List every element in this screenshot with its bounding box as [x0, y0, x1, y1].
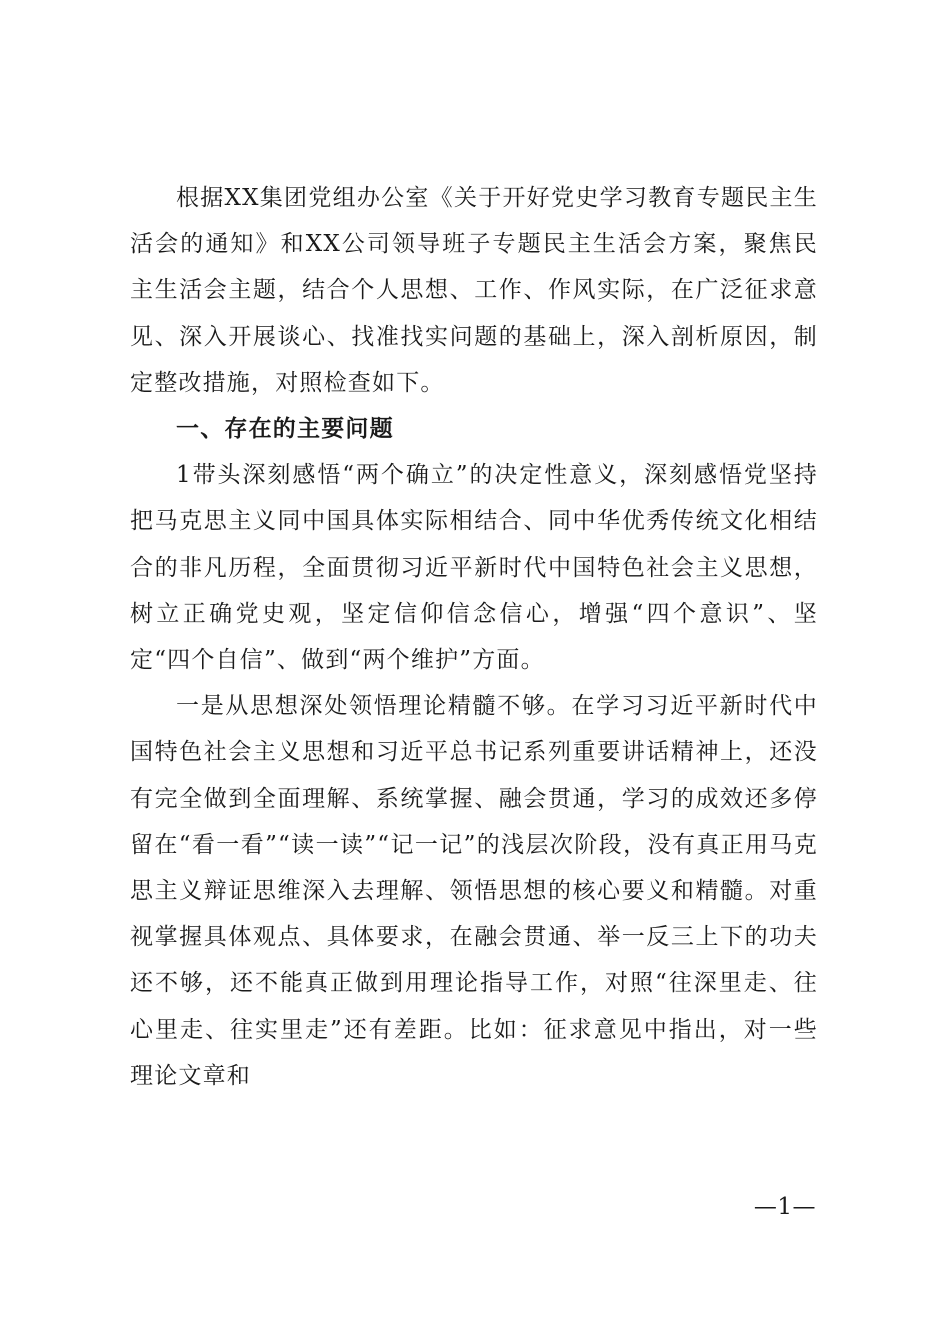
document-body: [130, 175, 818, 1099]
page-number: —1—: [753, 1194, 816, 1220]
intro-paragraph: 根据XX集团党组办公室《关于开好党史学习教育专题民主生活会的通知》和XX公司领导班子专题民主生活会方案，聚焦民主生活会主题，结合个人思想、工作、作风实际，在广泛征求意见、深入开展谈心、找准找实问题的基础上，深入剖析原因，制定整改措施，对照检查如下。: [130, 185, 818, 396]
section-heading: 一、存在的主要问题: [176, 416, 394, 443]
item-1-paragraph: 1带头深刻感悟“两个确立”的决定性意义，深刻感悟党坚持把马克思主义同中国具体实际相结合、同中华优秀传统文化相结合的非凡历程，全面贯彻习近平新时代中国特色社会主义思想，树立正确党史观，坚定信仰信念信心，增强“四个意识”、坚定“四个自信”、做到“两个维护”方面。: [130, 462, 818, 674]
point-1-paragraph: 一是从思想深处领悟理论精髓不够。在学习习近平新时代中国特色社会主义思想和习近平总书记系列重要讲话精神上，还没有完全做到全面理解、系统掌握、融会贯通，学习的成效还多停留在“看一看”“读一读”“记一记”的浅层次阶段，没有真正用马克思主义辩证思维深入去理解、领悟思想的核心要义和精髓。对重视掌握具体观点、具体要求，在融会贯通、举一反三上下的功夫还不够，还不能真正做到用理论指导工作，对照“往深里走、往心里走、往实里走”还有差距。比如：征求意见中指出，对一些理论文章和: [130, 693, 818, 1089]
